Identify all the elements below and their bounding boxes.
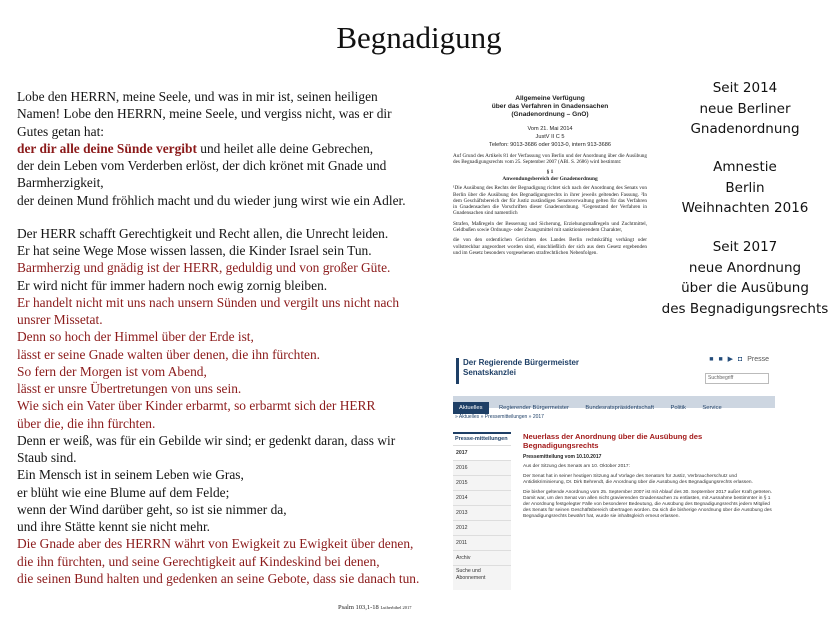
document-paragraph: ¹Die Ausübung des Rechts der Begnadigung richtet sich nach der Anordnung des Senats von Berlin über die Ausübung des Begnadigungsrechts in ihrer jeweils geltenden Fassung. ²In dem Geschäftsbereich der für Justiz zuständigen Senatsverwaltung gelten für das Verfahren in Gnadensachen die Vorschriften dieser Gnadenordnung. ³Gegenstand der Verfahren in Gnadensachen sind namentlich xyxy=(453,185,647,217)
psalm-line: Ein Mensch ist in seinem Leben wie Gras, xyxy=(17,467,244,483)
section-number: § 1 xyxy=(546,169,554,176)
senatskanzlei-logo[interactable]: Der Regierende Bürgermeister Senatskanzlei xyxy=(456,358,643,384)
nav-bundesratspraesidentschaft[interactable]: Bundesratspräsidentschaft xyxy=(585,405,654,411)
psalm-line: lässt er unsre Übertretungen von uns sein. xyxy=(17,381,242,396)
sidebar-item-2014[interactable]: 2014 xyxy=(453,490,511,505)
psalm-line: Die Gnade aber des HERRN währt von Ewigkeit zu Ewigkeit über denen, xyxy=(17,536,414,552)
psalm-line: wenn der Wind darüber geht, so ist sie nimmer da, xyxy=(17,501,287,517)
nav-service[interactable]: Service xyxy=(702,405,722,411)
psalm-line xyxy=(17,140,437,157)
psalm-source: Psalm 103,1-18 Lutherbibel 2017 xyxy=(338,604,412,611)
twitter-icon[interactable]: ■ xyxy=(709,356,714,363)
note-anordnung: Seit 2017 neue Anordnung über die Ausübung des Begnadigungsrechts xyxy=(661,239,829,318)
document-date: Vom 21. Mai 2014 xyxy=(527,125,573,132)
psalm-stanza-1 xyxy=(17,88,437,209)
psalm-line: die ihn fürchten, und seine Gerechtigkeit auf Kindeskind bei denen, xyxy=(17,553,380,569)
psalm-line: Er wird nicht für immer hadern noch ewig zornig bleiben. xyxy=(17,277,328,293)
press-release-text: Aus der Sitzung des Senats am 10. Oktober 2017: xyxy=(523,464,630,469)
document-title: Allgemeine Verfügung über das Verfahren in Gnadensachen (Gnadenordnung – GnO) xyxy=(491,95,609,119)
document-phone: Telefon: 9013-3686 oder 9013-0, intern 913-3686 xyxy=(489,141,611,148)
psalm-line: lässt er seine Gnade walten über denen, die ihn fürchten. xyxy=(17,346,321,362)
psalm-line: Lobe den HERRN, meine Seele, und was in mir ist, seinen heiligen xyxy=(17,89,378,104)
sidebar-item-2011[interactable]: 2011 xyxy=(453,535,511,550)
gnadenordnung-document xyxy=(451,93,649,347)
breadcrumb[interactable]: » Aktuelles » Pressemitteilungen » 2017 xyxy=(455,414,544,420)
press-release-date: Pressemitteilung vom 10.10.2017 xyxy=(523,454,602,460)
psalm-line: er blüht wie eine Blume auf dem Felde; xyxy=(17,484,230,500)
psalm-line: der dein Leben vom Verderben erlöst, der dich krönet mit Gnade und xyxy=(17,158,387,173)
sidebar-item-2017[interactable]: 2017 xyxy=(453,445,511,460)
psalm-line: über die, die ihn fürchten. xyxy=(17,415,156,431)
nav-regierender-buergermeister[interactable]: Regierender Bürgermeister xyxy=(498,405,569,411)
page-title: Begnadigung xyxy=(336,20,502,55)
main-nav xyxy=(453,396,775,411)
document-intro: Auf Grund des Artikels 81 der Verfassung von Berlin und der Anordnung über die Ausübung des Begnadigungsrechts vom 25. September 2007 (ABl. S. 2686) wird bestimmt: xyxy=(453,152,647,165)
psalm-line-rest: und heilet alle deine Gebrechen, xyxy=(196,140,374,156)
sidebar-item-2012[interactable]: 2012 xyxy=(453,520,511,535)
sidebar-item-suche[interactable]: Suche und Abonnement xyxy=(453,565,511,590)
sidebar-item-2016[interactable]: 2016 xyxy=(453,460,511,475)
note-gnadenordnung: Seit 2014 neue Berliner Gnadenordnung xyxy=(690,80,800,138)
press-release-heading: Neuerlass der Anordnung über die Ausübung des Begnadigungsrechts xyxy=(523,432,703,450)
document-ref: JustV II C 5 xyxy=(535,133,565,140)
psalm-line-bold: der dir alle deine Sünde vergibt xyxy=(17,140,197,156)
psalm-line: und ihre Stätte kennt sie nicht mehr. xyxy=(17,519,211,534)
section-title: Anwendungsbereich der Gnadenordnung xyxy=(502,175,598,182)
nav-aktuelles[interactable]: Aktuelles xyxy=(453,402,489,414)
psalm-line: So fern der Morgen ist vom Abend, xyxy=(17,363,207,379)
psalm-line: Wie sich ein Vater über Kinder erbarmt, so erbarmt sich der HERR xyxy=(17,398,376,414)
note-amnestie: Amnestie Berlin Weihnachten 2016 xyxy=(681,159,809,217)
psalm-line: die seinen Bund halten und gedenken an seine Gebote, dass sie danach tun. xyxy=(17,570,420,586)
psalm-line: unsrer Missetat. xyxy=(17,312,103,327)
sidebar-item-archiv[interactable]: Archiv xyxy=(453,550,511,565)
press-link[interactable]: Presse xyxy=(747,356,769,363)
psalm-line: der deinen Mund fröhlich macht und du wieder jung wirst wie ein Adler. xyxy=(17,192,406,208)
sidebar-item-2015[interactable]: 2015 xyxy=(453,475,511,490)
search-input[interactable]: Suchbegriff xyxy=(705,373,769,384)
press-release-text: Die bisher geltende Anordnung vom 25. September 2007 ist mit Ablauf des 30. September 2017 außer Kraft getreten. Damit war, um den Senat von allen nicht gravierenden Gnadensachen zu entlasten, mit Ausnahme bestimmter in § 1 der Anordnung festgelegter Fälle von besonderer Bedeutung, die Ausübung des Begnadigungsrechts jedem Mitglied des Senats für seinen Geschäftsbereich übertragen worden. Da sich die bisherige Anordnung über die Ausübung des Begnadigungsrechts bewährt hat, wurde sie inhaltsgleich erneut erlassen. xyxy=(523,490,773,519)
sidebar-item-2013[interactable]: 2013 xyxy=(453,505,511,520)
psalm-line: Staub sind. xyxy=(17,450,77,465)
press-release-text: Der Senat hat in seiner heutigen Sitzung auf Vorlage des Senators für Justiz, Verbraucherschutz und Antidiskriminierung, Dr. Dirk Behrendt, die Anordnung über die Ausübung des Begnadigungsrechts erlassen. xyxy=(523,474,753,485)
psalm-line: Denn er weiß, was für ein Gebilde wir sind; er gedenkt daran, dass wir xyxy=(17,432,396,448)
psalm-stanza-2 xyxy=(17,225,437,587)
psalm-line: Barmherzig und gnädig ist der HERR, geduldig und von großer Güte. xyxy=(17,260,391,276)
psalm-line: Barmherzigkeit, xyxy=(17,175,104,191)
document-paragraph: Strafen, Maßregeln der Besserung und Sicherung, Erziehungsmaßregeln und Zuchtmittel, Geldbußen sowie Ordnungs- oder Zwangsmittel mit sanktionierendem Charakter, xyxy=(453,220,647,233)
flickr-icon[interactable]: ■ xyxy=(718,356,723,363)
senatskanzlei-webpage xyxy=(451,352,779,610)
psalm-line: Gutes getan hat: xyxy=(17,123,105,139)
psalm-line: Der HERR schafft Gerechtigkeit und Recht allen, die Unrecht leiden. xyxy=(17,225,389,241)
psalm-line: Denn so hoch der Himmel über der Erde ist, xyxy=(17,329,254,345)
press-sidebar xyxy=(453,432,511,590)
press-release xyxy=(523,432,773,520)
psalm-line: Namen! Lobe den HERRN, meine Seele, und vergiss nicht, was er dir xyxy=(17,106,392,122)
youtube-icon[interactable]: ▶ xyxy=(727,356,734,363)
document-paragraph: die von den ordentlichen Gerichten des Landes Berlin rechtskräftig verhängt oder vollstreckbar angeordnet worden sind, einschließlich der sich aus dem Gesetz ergebenden und im Gesetz besonders vorgesehenen strafrechtlichen Nebenfolgen. xyxy=(453,237,647,256)
psalm-text xyxy=(17,88,437,587)
sidebar-header[interactable]: Presse-mitteilungen xyxy=(453,432,511,445)
nav-politik[interactable]: Politik xyxy=(670,405,686,411)
psalm-line: Er hat seine Wege Mose wissen lassen, die Kinder Israel sein Tun. xyxy=(17,243,372,258)
psalm-line: Er handelt nicht mit uns nach unsern Sünden und vergilt uns nicht nach xyxy=(17,294,400,310)
instagram-icon[interactable]: ◘ xyxy=(738,356,743,363)
